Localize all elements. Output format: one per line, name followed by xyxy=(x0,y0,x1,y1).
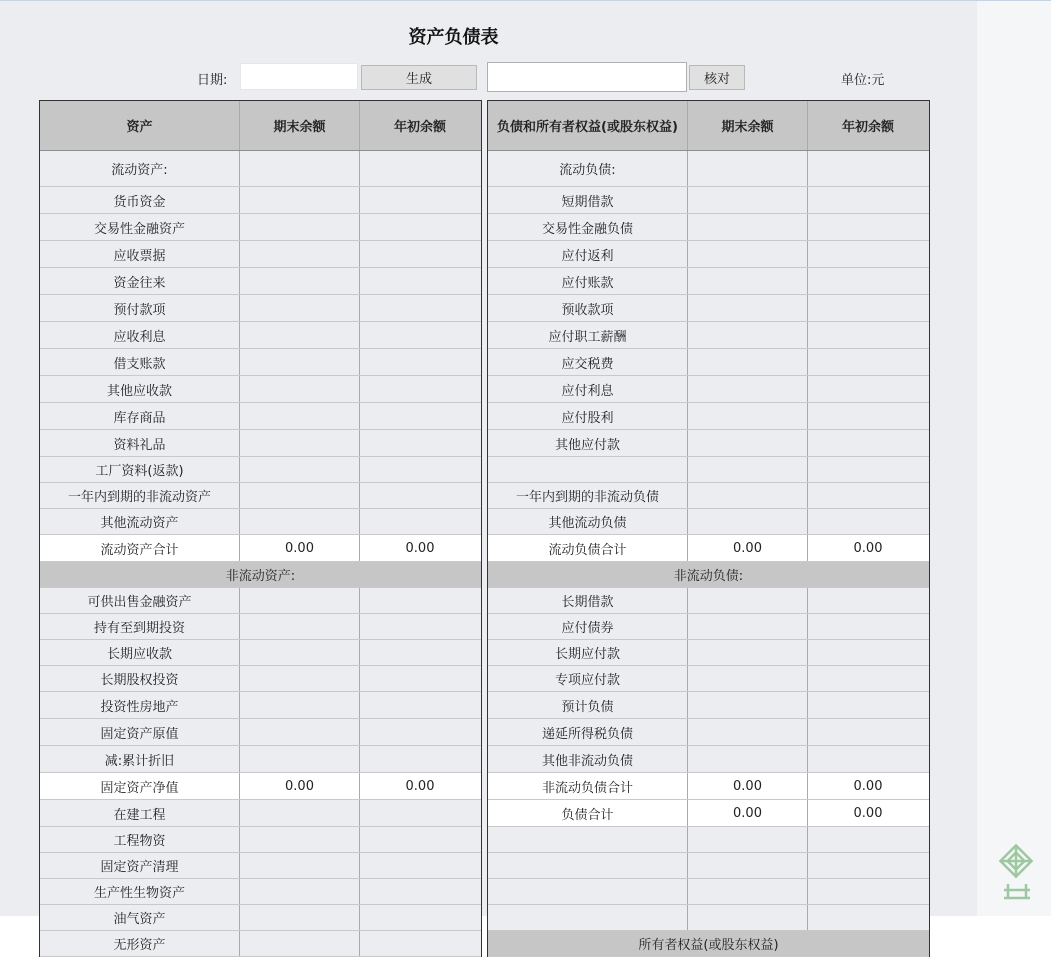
table-row xyxy=(40,800,481,827)
begin-balance-cell xyxy=(808,268,928,294)
row-label: 应付职工薪酬 xyxy=(488,322,688,348)
row-label: 持有至到期投资 xyxy=(40,614,240,639)
end-balance-cell xyxy=(688,349,808,375)
table-row xyxy=(488,151,929,187)
table-row xyxy=(488,509,929,535)
begin-balance-cell xyxy=(808,719,928,745)
table-row xyxy=(40,666,481,692)
row-label xyxy=(488,827,688,852)
row-label: 应付利息 xyxy=(488,376,688,402)
row-label: 货币资金 xyxy=(40,187,240,213)
end-balance-cell xyxy=(688,509,808,534)
begin-balance-cell xyxy=(360,905,480,930)
assets-header-name: 资产 xyxy=(40,101,240,150)
begin-balance-cell xyxy=(360,800,480,826)
row-label xyxy=(488,457,688,482)
begin-balance-cell xyxy=(808,640,928,665)
end-balance-cell xyxy=(688,905,808,930)
begin-balance-cell xyxy=(808,430,928,456)
end-balance-cell xyxy=(240,853,360,878)
date-input[interactable] xyxy=(240,63,358,90)
begin-balance-cell xyxy=(808,509,928,534)
row-label: 其他流动负债 xyxy=(488,509,688,534)
end-balance-cell xyxy=(688,295,808,321)
assets-table xyxy=(39,100,482,957)
end-balance-cell xyxy=(688,457,808,482)
table-row xyxy=(40,430,481,457)
begin-balance-cell xyxy=(808,588,928,613)
end-balance-cell xyxy=(240,692,360,718)
table-row xyxy=(40,931,481,957)
end-balance-cell xyxy=(688,403,808,429)
end-balance-cell xyxy=(240,151,360,186)
table-row xyxy=(488,879,929,905)
table-row xyxy=(40,746,481,773)
begin-balance-cell xyxy=(360,640,480,665)
row-label: 其他应付款 xyxy=(488,430,688,456)
row-label xyxy=(488,905,688,930)
row-label: 长期应付款 xyxy=(488,640,688,665)
row-label: 其他流动资产 xyxy=(40,509,240,534)
section-row xyxy=(488,931,929,957)
row-label: 投资性房地产 xyxy=(40,692,240,718)
begin-balance-cell: 0.00 xyxy=(853,540,883,556)
end-balance-cell xyxy=(240,666,360,691)
row-label: 长期借款 xyxy=(488,588,688,613)
total-row xyxy=(488,535,929,562)
begin-balance-cell xyxy=(808,457,928,482)
begin-balance-cell xyxy=(808,853,928,878)
end-balance-cell xyxy=(240,376,360,402)
table-row xyxy=(40,349,481,376)
table-row xyxy=(40,827,481,853)
end-balance-cell xyxy=(688,827,808,852)
table-row xyxy=(40,905,481,931)
row-label: 长期股权投资 xyxy=(40,666,240,691)
row-label: 负债合计 xyxy=(488,800,688,826)
table-row xyxy=(40,268,481,295)
row-label: 流动资产合计 xyxy=(40,535,240,561)
row-label: 借支账款 xyxy=(40,349,240,375)
begin-balance-cell xyxy=(360,268,480,294)
begin-balance-cell xyxy=(360,376,480,402)
total-row xyxy=(40,535,481,562)
begin-balance-cell xyxy=(360,322,480,348)
begin-balance-cell xyxy=(808,349,928,375)
row-label: 在建工程 xyxy=(40,800,240,826)
row-label: 其他应收款 xyxy=(40,376,240,402)
row-label: 交易性金融资产 xyxy=(40,214,240,240)
end-balance-cell xyxy=(240,640,360,665)
row-label: 预收款项 xyxy=(488,295,688,321)
row-label: 短期借款 xyxy=(488,187,688,213)
table-row xyxy=(488,719,929,746)
row-label: 油气资产 xyxy=(40,905,240,930)
table-row xyxy=(40,719,481,746)
begin-balance-cell xyxy=(360,295,480,321)
table-row xyxy=(488,457,929,483)
end-balance-cell xyxy=(240,214,360,240)
table-row xyxy=(40,509,481,535)
total-row xyxy=(40,773,481,800)
table-row xyxy=(488,322,929,349)
liabilities-header-end-balance: 期末余额 xyxy=(688,101,808,150)
table-row xyxy=(40,151,481,187)
begin-balance-cell xyxy=(808,403,928,429)
liabilities-header-begin-balance: 年初余额 xyxy=(841,120,894,135)
liabilities-header-row xyxy=(488,100,929,151)
table-row xyxy=(40,692,481,719)
begin-balance-cell xyxy=(360,430,480,456)
page-title: 资产负债表 xyxy=(408,27,499,48)
end-balance-cell xyxy=(240,931,360,956)
begin-balance-cell: 0.00 xyxy=(853,778,883,794)
begin-balance-cell xyxy=(808,614,928,639)
end-balance-cell xyxy=(240,457,360,482)
row-label: 预计负债 xyxy=(488,692,688,718)
end-balance-cell xyxy=(240,879,360,904)
end-balance-cell xyxy=(688,151,808,186)
begin-balance-cell xyxy=(360,666,480,691)
end-balance-cell xyxy=(240,746,360,772)
begin-balance-cell xyxy=(808,187,928,213)
table-row xyxy=(488,214,929,241)
table-row xyxy=(488,692,929,719)
assets-header-begin-balance: 年初余额 xyxy=(393,120,446,135)
row-label xyxy=(488,879,688,904)
table-row xyxy=(488,666,929,692)
end-balance-cell xyxy=(688,187,808,213)
row-label: 应收票据 xyxy=(40,241,240,267)
row-label: 固定资产原值 xyxy=(40,719,240,745)
end-balance-cell xyxy=(688,483,808,508)
liabilities-body xyxy=(488,151,929,957)
end-balance-cell xyxy=(688,853,808,878)
table-row xyxy=(40,640,481,666)
table-row xyxy=(488,827,929,853)
end-balance-cell xyxy=(240,241,360,267)
end-balance-cell xyxy=(240,430,360,456)
end-balance-cell xyxy=(240,268,360,294)
liabilities-header-name: 负债和所有者权益(或股东权益) xyxy=(488,101,688,150)
begin-balance-cell xyxy=(360,827,480,852)
end-balance-cell xyxy=(240,905,360,930)
row-label xyxy=(488,853,688,878)
begin-balance-cell xyxy=(360,746,480,772)
end-balance-cell xyxy=(240,295,360,321)
table-row xyxy=(40,295,481,322)
end-balance-cell xyxy=(688,879,808,904)
begin-balance-cell xyxy=(360,509,480,534)
end-balance-cell xyxy=(688,268,808,294)
check-button[interactable]: 核对 xyxy=(689,65,745,90)
begin-balance-cell xyxy=(808,905,928,930)
begin-balance-cell xyxy=(360,879,480,904)
assets-header-row xyxy=(40,100,481,151)
section-row xyxy=(40,562,481,588)
table-row xyxy=(40,241,481,268)
row-label: 流动负债合计 xyxy=(488,535,688,561)
begin-balance-cell xyxy=(360,457,480,482)
row-label: 流动负债: xyxy=(488,151,688,186)
end-balance-cell xyxy=(688,666,808,691)
begin-balance-cell: 0.00 xyxy=(405,778,435,794)
section-label: 所有者权益(或股东权益) xyxy=(638,938,779,953)
table-row xyxy=(40,614,481,640)
liabilities-table xyxy=(487,100,930,957)
end-balance-cell xyxy=(688,241,808,267)
end-balance-cell: 0.00 xyxy=(688,773,808,799)
table-row xyxy=(40,403,481,430)
table-row xyxy=(40,879,481,905)
row-label: 生产性生物资产 xyxy=(40,879,240,904)
balance-sheet-panel xyxy=(0,1,977,953)
begin-balance-cell xyxy=(808,151,928,186)
unit-label: 单位:元 xyxy=(841,73,885,88)
row-label: 应交税费 xyxy=(488,349,688,375)
begin-balance-cell xyxy=(360,614,480,639)
table-row xyxy=(40,483,481,509)
total-row xyxy=(488,800,929,827)
end-balance-cell xyxy=(240,483,360,508)
end-balance-cell xyxy=(688,746,808,772)
row-label: 预付款项 xyxy=(40,295,240,321)
begin-balance-cell xyxy=(808,376,928,402)
begin-balance-cell xyxy=(808,666,928,691)
row-label: 应付账款 xyxy=(488,268,688,294)
end-balance-cell xyxy=(688,214,808,240)
end-balance-cell: 0.00 xyxy=(240,535,360,561)
end-balance-cell xyxy=(240,187,360,213)
row-label: 应付返利 xyxy=(488,241,688,267)
table-row xyxy=(488,268,929,295)
table-row xyxy=(488,746,929,773)
begin-balance-cell xyxy=(360,588,480,613)
generate-button[interactable]: 生成 xyxy=(361,65,477,90)
begin-balance-cell: 0.00 xyxy=(853,805,883,821)
table-row xyxy=(488,588,929,614)
table-row xyxy=(488,376,929,403)
end-balance-cell xyxy=(688,614,808,639)
table-row xyxy=(40,376,481,403)
assets-header-end-balance: 期末余额 xyxy=(240,101,360,150)
begin-balance-cell xyxy=(360,692,480,718)
begin-balance-cell xyxy=(808,241,928,267)
table-row xyxy=(488,403,929,430)
table-row xyxy=(488,853,929,879)
begin-balance-cell xyxy=(360,241,480,267)
table-row xyxy=(488,187,929,214)
row-label: 应付债券 xyxy=(488,614,688,639)
row-label: 工程物资 xyxy=(40,827,240,852)
row-label: 固定资产清理 xyxy=(40,853,240,878)
table-row xyxy=(488,295,929,322)
table-row xyxy=(40,853,481,879)
table-row xyxy=(488,614,929,640)
row-label: 交易性金融负债 xyxy=(488,214,688,240)
table-row xyxy=(40,214,481,241)
row-label: 库存商品 xyxy=(40,403,240,429)
logo-watermark-icon xyxy=(996,846,1038,902)
row-label: 其他非流动负债 xyxy=(488,746,688,772)
begin-balance-cell xyxy=(360,349,480,375)
begin-balance-cell xyxy=(360,214,480,240)
row-label: 固定资产净值 xyxy=(40,773,240,799)
row-label: 流动资产: xyxy=(40,151,240,186)
row-label: 无形资产 xyxy=(40,931,240,956)
row-label: 递延所得税负债 xyxy=(488,719,688,745)
table-row xyxy=(488,241,929,268)
row-label: 可供出售金融资产 xyxy=(40,588,240,613)
end-balance-cell xyxy=(240,800,360,826)
end-balance-cell xyxy=(240,614,360,639)
begin-balance-cell xyxy=(360,151,480,186)
check-input[interactable] xyxy=(487,62,687,92)
right-margin xyxy=(977,1,1051,916)
row-label: 工厂资料(返款) xyxy=(40,457,240,482)
begin-balance-cell xyxy=(808,322,928,348)
date-label: 日期: xyxy=(197,73,228,88)
end-balance-cell xyxy=(240,403,360,429)
end-balance-cell: 0.00 xyxy=(688,800,808,826)
assets-body xyxy=(40,151,481,957)
row-label: 资金往来 xyxy=(40,268,240,294)
row-label: 一年内到期的非流动资产 xyxy=(40,483,240,508)
table-row xyxy=(40,457,481,483)
begin-balance-cell xyxy=(360,719,480,745)
begin-balance-cell xyxy=(360,403,480,429)
end-balance-cell xyxy=(240,509,360,534)
row-label: 减:累计折旧 xyxy=(40,746,240,772)
end-balance-cell: 0.00 xyxy=(688,535,808,561)
end-balance-cell xyxy=(688,430,808,456)
row-label: 专项应付款 xyxy=(488,666,688,691)
begin-balance-cell xyxy=(808,214,928,240)
row-label: 应付股利 xyxy=(488,403,688,429)
begin-balance-cell xyxy=(360,931,480,956)
table-row xyxy=(40,322,481,349)
end-balance-cell xyxy=(240,719,360,745)
end-balance-cell xyxy=(688,376,808,402)
end-balance-cell: 0.00 xyxy=(240,773,360,799)
section-label: 非流动资产: xyxy=(225,569,296,584)
end-balance-cell xyxy=(688,588,808,613)
table-row xyxy=(488,349,929,376)
end-balance-cell xyxy=(688,640,808,665)
row-label: 长期应收款 xyxy=(40,640,240,665)
end-balance-cell xyxy=(688,719,808,745)
row-label: 一年内到期的非流动负债 xyxy=(488,483,688,508)
end-balance-cell xyxy=(240,322,360,348)
begin-balance-cell xyxy=(360,187,480,213)
table-row xyxy=(488,640,929,666)
begin-balance-cell: 0.00 xyxy=(405,540,435,556)
begin-balance-cell xyxy=(808,879,928,904)
end-balance-cell xyxy=(240,827,360,852)
table-row xyxy=(488,905,929,931)
begin-balance-cell xyxy=(808,692,928,718)
total-row xyxy=(488,773,929,800)
begin-balance-cell xyxy=(808,827,928,852)
table-row xyxy=(40,187,481,214)
row-label: 资料礼品 xyxy=(40,430,240,456)
table-row xyxy=(40,588,481,614)
end-balance-cell xyxy=(240,349,360,375)
row-label: 应收利息 xyxy=(40,322,240,348)
end-balance-cell xyxy=(688,322,808,348)
section-row xyxy=(488,562,929,588)
begin-balance-cell xyxy=(808,746,928,772)
end-balance-cell xyxy=(688,692,808,718)
begin-balance-cell xyxy=(360,853,480,878)
table-row xyxy=(488,430,929,457)
table-row xyxy=(488,483,929,509)
row-label: 非流动负债合计 xyxy=(488,773,688,799)
begin-balance-cell xyxy=(808,295,928,321)
section-label: 非流动负债: xyxy=(673,569,744,584)
end-balance-cell xyxy=(240,588,360,613)
begin-balance-cell xyxy=(360,483,480,508)
begin-balance-cell xyxy=(808,483,928,508)
